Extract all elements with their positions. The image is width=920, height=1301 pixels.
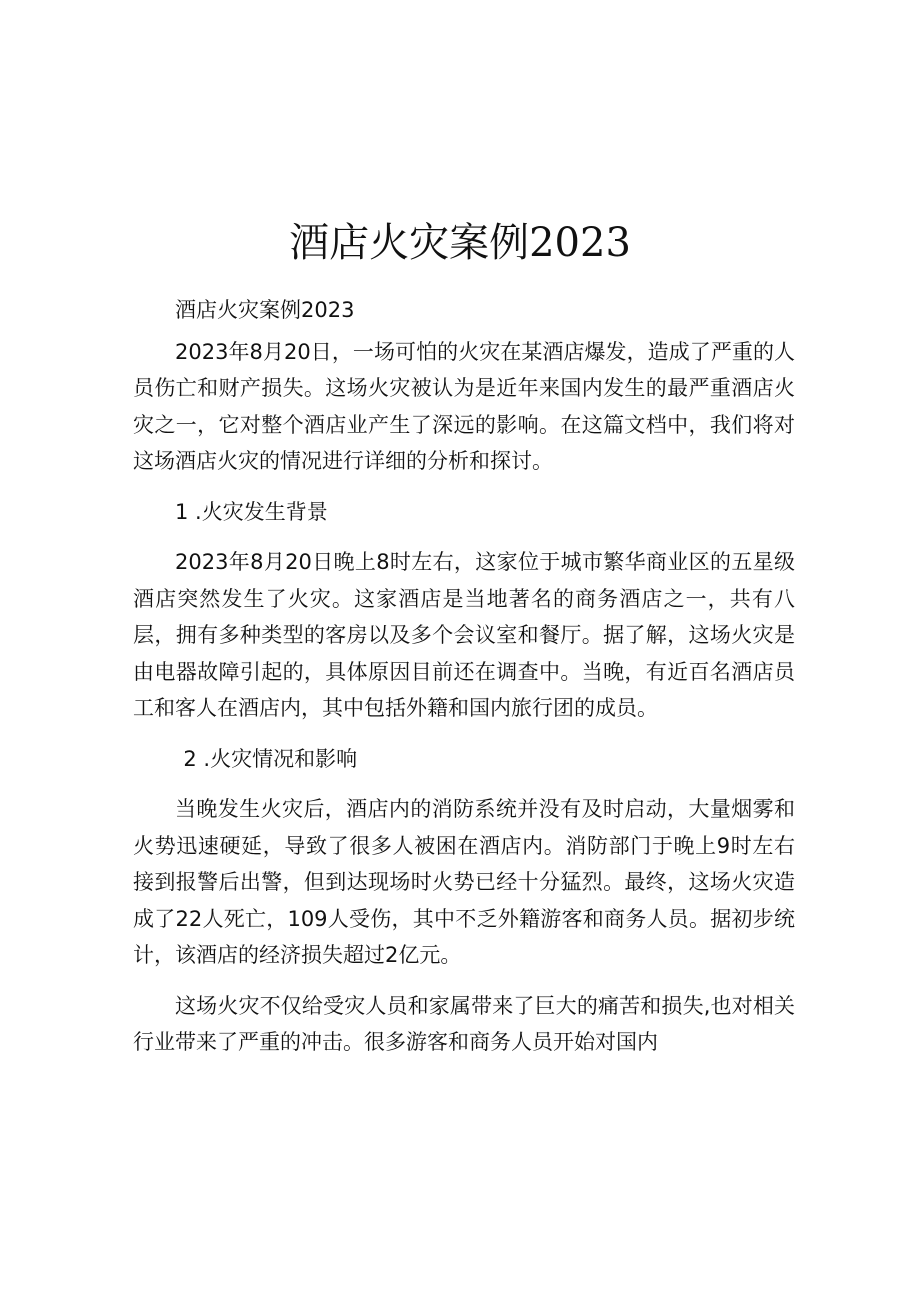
document-subtitle: 酒店火灾案例2023	[175, 298, 355, 322]
section-heading-2: 2 .火灾情况和影响	[183, 746, 358, 771]
paragraph-impact: 这场火灾不仅给受灾人员和家属带来了巨大的痛苦和损失,也对相关行业带来了严重的冲击。很多游客和商务人员开始对国内	[133, 993, 795, 1054]
section-heading-1: 1 .火灾发生背景	[175, 499, 328, 524]
document-body	[133, 292, 795, 1075]
paragraph-intro: 2023年8月20日，一场可怕的火灾在某酒店爆发，造成了严重的人员伤亡和财产损失。这场火灾被认为是近年来国内发生的最严重酒店火灾之一，它对整个酒店业产生了深远的影响。在这篇文档中，我们将对这场酒店火灾的情况进行详细的分析和探讨。	[133, 339, 795, 473]
paragraph-background: 2023年8月20日晚上8时左右，这家位于城市繁华商业区的五星级酒店突然发生了火灾。这家酒店是当地著名的商务酒店之一，共有八层，拥有多种类型的客房以及多个会议室和餐厅。据了解，这场火灾是由电器故障引起的，具体原因目前还在调查中。当晚，有近百名酒店员工和客人在酒店内，其中包括外籍和国内旅行团的成员。	[133, 550, 795, 720]
paragraph-situation: 当晚发生火灾后，酒店内的消防系统并没有及时启动，大量烟雾和火势迅速硬延，导致了很多人被困在酒店内。消防部门于晚上9时左右接到报警后出警，但到达现场时火势已经十分猛烈。最终，这场火灾造成了22人死亡，109人受伤，其中不乏外籍游客和商务人员。据初步统计，该酒店的经济损失超过2亿元。	[133, 797, 795, 967]
document-title: 酒店火灾案例2023	[289, 220, 631, 266]
